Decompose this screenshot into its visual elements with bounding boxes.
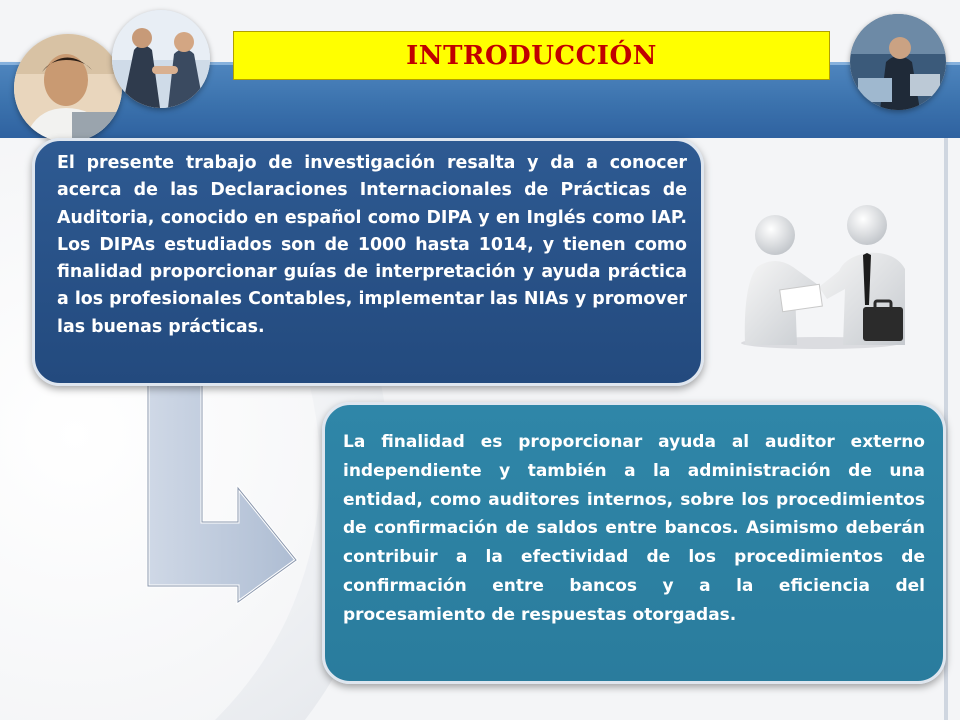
man-laptop-photo-icon	[14, 34, 122, 142]
purpose-text-box	[322, 402, 946, 684]
businessman-desk-photo-icon	[850, 14, 946, 110]
intro-text-box	[32, 138, 704, 386]
title-box	[233, 31, 830, 80]
business-handshake-photo-icon	[112, 10, 210, 108]
handshake-figures-icon	[735, 195, 910, 350]
elbow-arrow-icon	[130, 360, 310, 610]
intro-paragraph: El presente trabajo de investigación resalta y da a conocer acerca de las Declaraciones Internacionales de Prácticas de Auditoria, conocido en español como DIPA y en Inglés como IAP. Los DIPAs estudiados son de 1000 hasta 1014, y tienen como finalidad proporcionar guías de interpretación y ayuda práctica a los profesionales Contables, implementar las NIAs y promover las buenas prácticas.	[57, 153, 687, 337]
slide-title: INTRODUCCIÓN	[406, 40, 657, 71]
purpose-paragraph: La finalidad es proporcionar ayuda al auditor externo independiente y también a la administración de una entidad, como auditores internos, sobre los procedimientos de confirmación de saldos entre bancos. Asimismo deberán contribuir a la efectividad de los procedimientos de confirmación entre bancos y a la eficiencia del procesamiento de respuestas otorgadas.	[343, 432, 925, 625]
